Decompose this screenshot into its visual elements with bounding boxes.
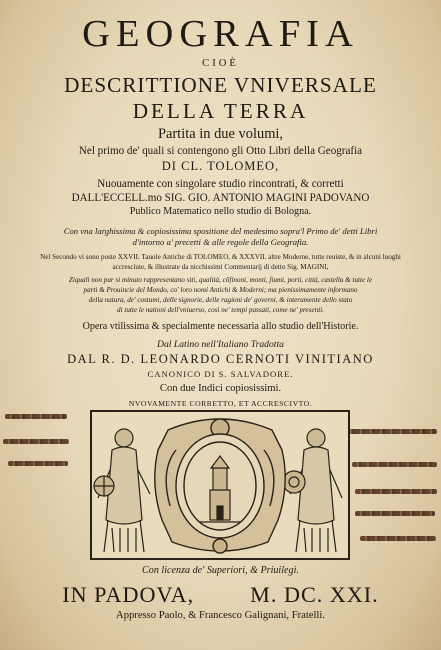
license-line: Con licenza de' Superiori, & Priuilegi. <box>142 565 299 576</box>
description-line-8: di tutte le nationi dell'vniuerso, così ne' tempi passati, come ne' presenti. <box>117 306 324 314</box>
volumes-line: Partita in due volumi, <box>157 126 284 142</box>
place-and-year <box>0 582 441 608</box>
description-line-5: Ziquali non pur si minuto rappresentano siti, qualità, cõfinoni, monti, fiumi, porti, città, castella & tutte le <box>68 276 373 284</box>
description-line-3: Nel Secondo vi sono poste XXVII. Tauole Antiche di TOLOMEO, & XXXVII. altre Moderne, tutte reuiste, & in alcuni luoghi <box>40 253 401 261</box>
right-margin-ink-mark <box>352 462 437 467</box>
publication-year: M. DC. XXI. <box>250 582 379 607</box>
place-of-publication: IN PADOVA, <box>62 582 195 607</box>
subtitle-della-terra: DELLA TERRA <box>132 99 309 123</box>
right-margin-ink-mark <box>355 489 437 494</box>
translator-title: CANONICO DI S. SALVADORE. <box>147 369 294 379</box>
translation-note: Dal Latino nell'Italiano Tradotta <box>157 339 284 350</box>
subtitle-descrittione: DESCRITTIONE VNIVERSALE <box>64 73 377 97</box>
left-margin-ink-mark <box>3 439 69 444</box>
editor-position: Publico Matematico nello studio di Bologna. <box>129 206 312 217</box>
printer-line: Appresso Paolo, & Francesco Galignani, Fratelli. <box>116 610 325 621</box>
author-ptolemy: DI CL. TOLOMEO, <box>161 159 280 173</box>
right-margin-ink-mark <box>355 511 435 516</box>
printers-device-engraving <box>90 410 350 560</box>
corrected-edition-line: NVOVAMENTE CORRETTO, ET ACCRESCIVTO. <box>128 399 313 408</box>
indices-line: Con due Indici copiosissimi. <box>159 383 282 394</box>
right-margin-ink-mark <box>345 429 437 434</box>
description-line-6: parti & Prouincie del Mondo, co' loro nomi Antichi & Moderni; ma pienissimamente informano <box>83 286 358 294</box>
corrected-line: Nuouamente con singolare studio rincontrati, & corretti <box>97 178 344 190</box>
left-margin-ink-mark <box>8 461 68 466</box>
editor-magini: DALL'ECCELL.mo SIG. GIO. ANTONIO MAGINI PADOVANO <box>71 192 370 204</box>
description-line-4: accresciute, & illustrate da nicchissimi Commentarij di detto Sig. MAGINI, <box>112 263 329 271</box>
description-line-7: della natura, de' costumi, delle signorie, delle ragioni de' governi, & interamente dello stato <box>88 296 353 304</box>
left-margin-ink-mark <box>5 414 67 419</box>
description-line-9: Opera vtilissima & specialmente necessaria allo studio dell'Historie. <box>82 321 359 332</box>
title-cioe: CIOÈ <box>202 58 239 69</box>
main-title: GEOGRAFIA <box>82 13 359 55</box>
translator-name: DAL R. D. LEONARDO CERNOTI VINITIANO <box>67 352 374 366</box>
description-line-1: Con vna larghissima & copiosissima spositione del medesimo sopra'l Primo de' detti Libri <box>63 226 378 236</box>
first-volume-line: Nel primo de' quali si contengono gli Otto Libri della Geografia <box>78 145 363 157</box>
right-margin-ink-mark <box>360 536 436 541</box>
description-line-2: d'intorno a' precetti & alle regole della Geografia. <box>132 237 309 247</box>
